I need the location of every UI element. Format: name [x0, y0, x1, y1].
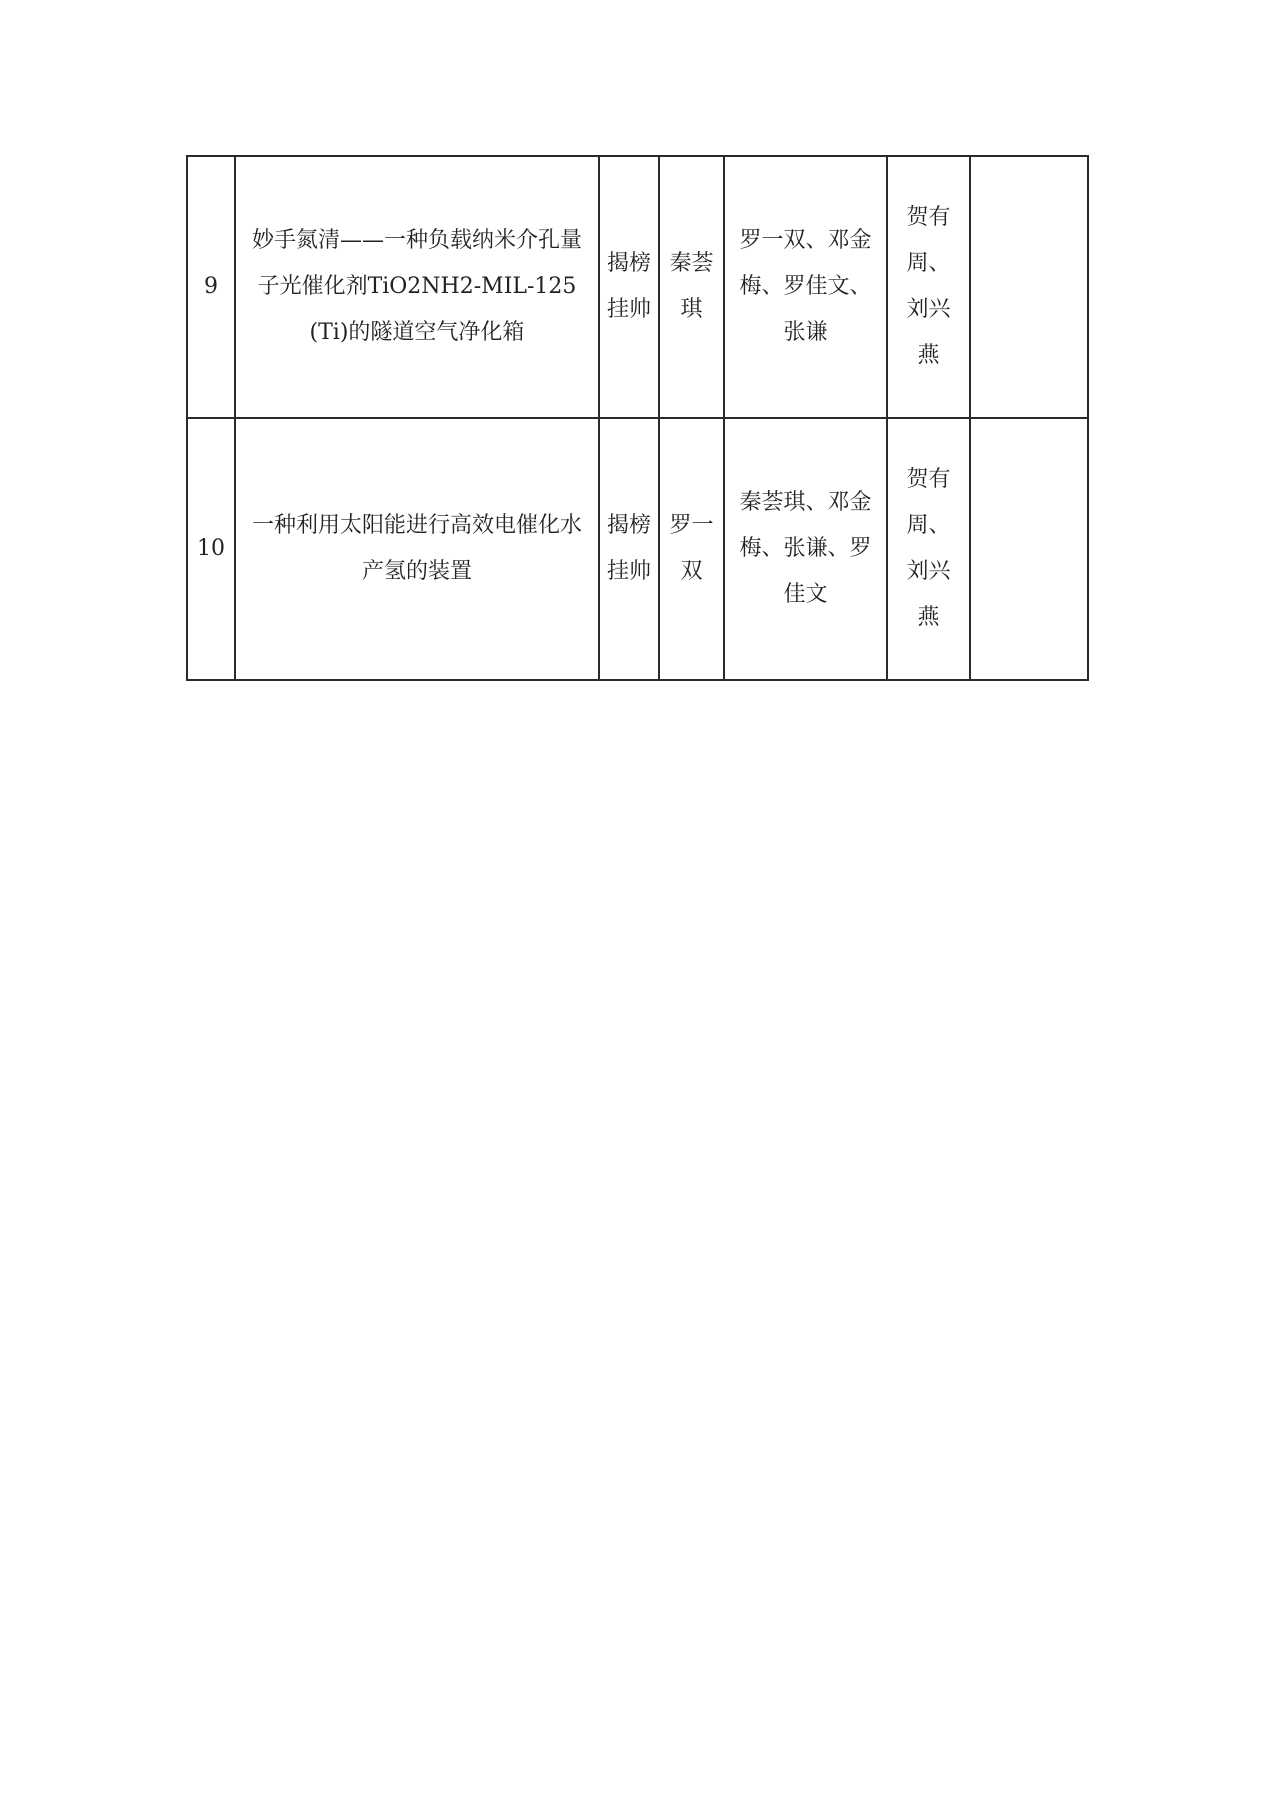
extra-cell — [970, 156, 1088, 418]
members-cell: 罗一双、邓金梅、罗佳文、张谦 — [724, 156, 887, 418]
table-row — [187, 156, 1088, 418]
project-title-cell: 一种利用太阳能进行高效电催化水产氢的装置 — [235, 418, 599, 680]
advisors-cell: 贺有周、刘兴燕 — [887, 156, 970, 418]
extra-cell — [970, 418, 1088, 680]
project-table — [186, 155, 1089, 681]
row-number-cell: 9 — [187, 156, 235, 418]
category-cell: 揭榜挂帅 — [599, 418, 659, 680]
row-number-cell: 10 — [187, 418, 235, 680]
advisors-cell: 贺有周、刘兴燕 — [887, 418, 970, 680]
table-row — [187, 418, 1088, 680]
leader-cell: 秦荟琪 — [659, 156, 724, 418]
members-cell: 秦荟琪、邓金梅、张谦、罗佳文 — [724, 418, 887, 680]
leader-cell: 罗一双 — [659, 418, 724, 680]
project-title-cell: 妙手氮清——一种负载纳米介孔量子光催化剂TiO2NH2-MIL-125(Ti)的隧道空气净化箱 — [235, 156, 599, 418]
category-cell: 揭榜挂帅 — [599, 156, 659, 418]
